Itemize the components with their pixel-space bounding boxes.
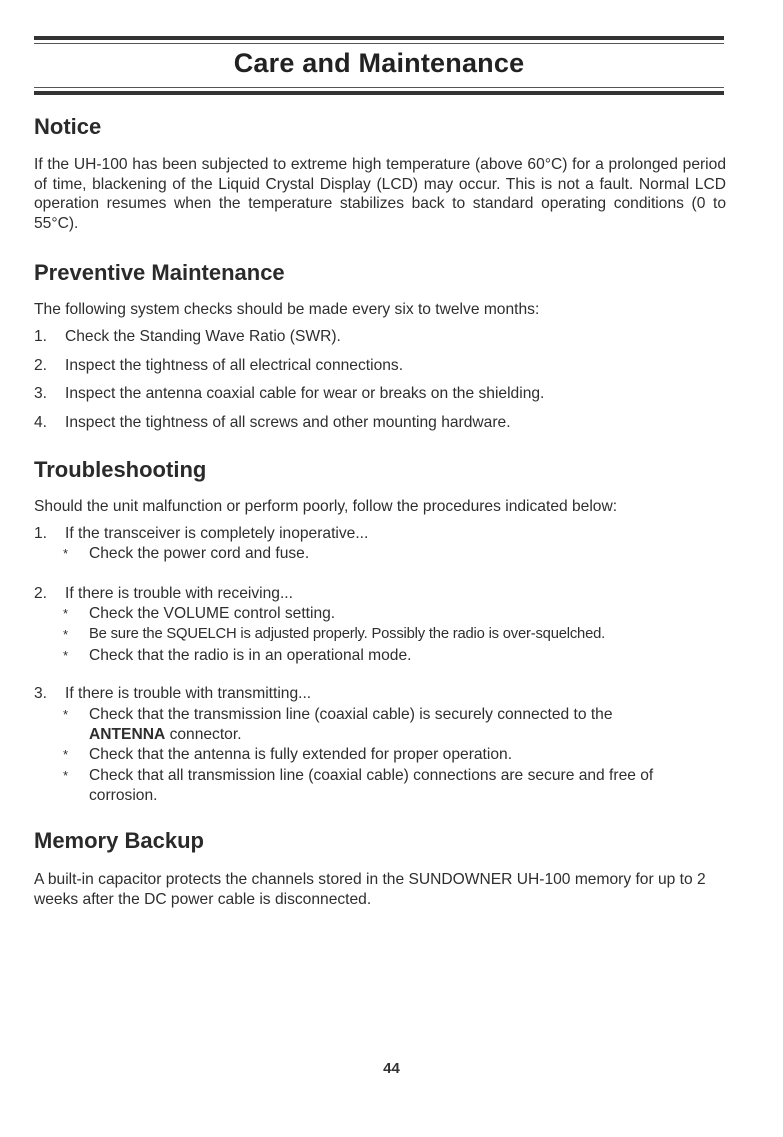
list-text: Inspect the tightness of all screws and other mounting hardware. bbox=[65, 414, 511, 431]
troubleshooting-intro: Should the unit malfunction or perform poorly, follow the procedures indicated below: bbox=[34, 498, 618, 515]
list-number: 1. bbox=[34, 328, 48, 345]
memory-heading: Memory Backup bbox=[34, 828, 204, 853]
bullet-star: * bbox=[63, 546, 69, 561]
page-title: Care and Maintenance bbox=[233, 48, 525, 78]
check-text: Check that the radio is in an operational mode. bbox=[89, 647, 412, 664]
check-text: Check the VOLUME control setting. bbox=[89, 605, 336, 622]
check-text: Check the power cord and fuse. bbox=[89, 545, 310, 562]
header-rule-bottom-thin bbox=[34, 87, 724, 88]
memory-body: A built-in capacitor protects the channels stored in the SUNDOWNER UH-100 memory for up to 2 weeks after the DC power cable is disconnected. bbox=[34, 871, 706, 908]
check-text: Be sure the SQUELCH is adjusted properly. Possibly the radio is over-squelched. bbox=[89, 626, 606, 642]
page-number: 44 bbox=[383, 1060, 400, 1077]
list-number: 3. bbox=[34, 385, 48, 402]
list-text: Check the Standing Wave Ratio (SWR). bbox=[65, 328, 341, 345]
preventive-intro: The following system checks should be made every six to twelve months: bbox=[34, 301, 540, 318]
list-text: If the transceiver is completely inoperative... bbox=[65, 525, 369, 542]
troubleshooting-heading: Troubleshooting bbox=[34, 457, 207, 482]
notice-heading: Notice bbox=[34, 114, 102, 139]
list-text: Inspect the tightness of all electrical connections. bbox=[65, 357, 404, 374]
bullet-star: * bbox=[63, 606, 69, 621]
header-rule-top bbox=[34, 36, 724, 40]
preventive-heading: Preventive Maintenance bbox=[34, 260, 285, 285]
list-number: 4. bbox=[34, 414, 48, 431]
list-number: 2. bbox=[34, 585, 48, 602]
check-text: Check that all transmission line (coaxial cable) connections are secure and free of corrosion. bbox=[89, 767, 654, 804]
antenna-label: ANTENNA bbox=[89, 725, 166, 743]
notice-body: If the UH-100 has been subjected to extreme high temperature (above 60°C) for a prolonged period of time, blackening of the Liquid Crystal Display (LCD) may occur. This is not a fault. Normal LCD operation resumes when the temperature stabilizes back to standard operating conditions (0 to 55°C). bbox=[34, 156, 726, 232]
check-text bbox=[89, 705, 725, 744]
check-text: Check that the antenna is fully extended for proper operation. bbox=[89, 746, 513, 763]
list-text: If there is trouble with receiving... bbox=[65, 585, 293, 602]
list-text: Inspect the antenna coaxial cable for wear or breaks on the shielding. bbox=[65, 385, 545, 402]
bullet-star: * bbox=[63, 747, 69, 762]
list-number: 1. bbox=[34, 525, 48, 542]
bullet-star: * bbox=[63, 648, 69, 663]
header-rule-bottom bbox=[34, 91, 724, 95]
bullet-star: * bbox=[63, 768, 69, 783]
bullet-star: * bbox=[63, 707, 69, 722]
header-rule-top-thin bbox=[34, 43, 724, 44]
check-text-line: Check that the transmission line (coaxial cable) is securely connected to the bbox=[89, 706, 613, 723]
bullet-star: * bbox=[63, 627, 69, 642]
connector-suffix: connector. bbox=[165, 725, 242, 743]
list-number: 2. bbox=[34, 357, 48, 374]
list-text: If there is trouble with transmitting... bbox=[65, 685, 312, 702]
list-number: 3. bbox=[34, 685, 48, 702]
